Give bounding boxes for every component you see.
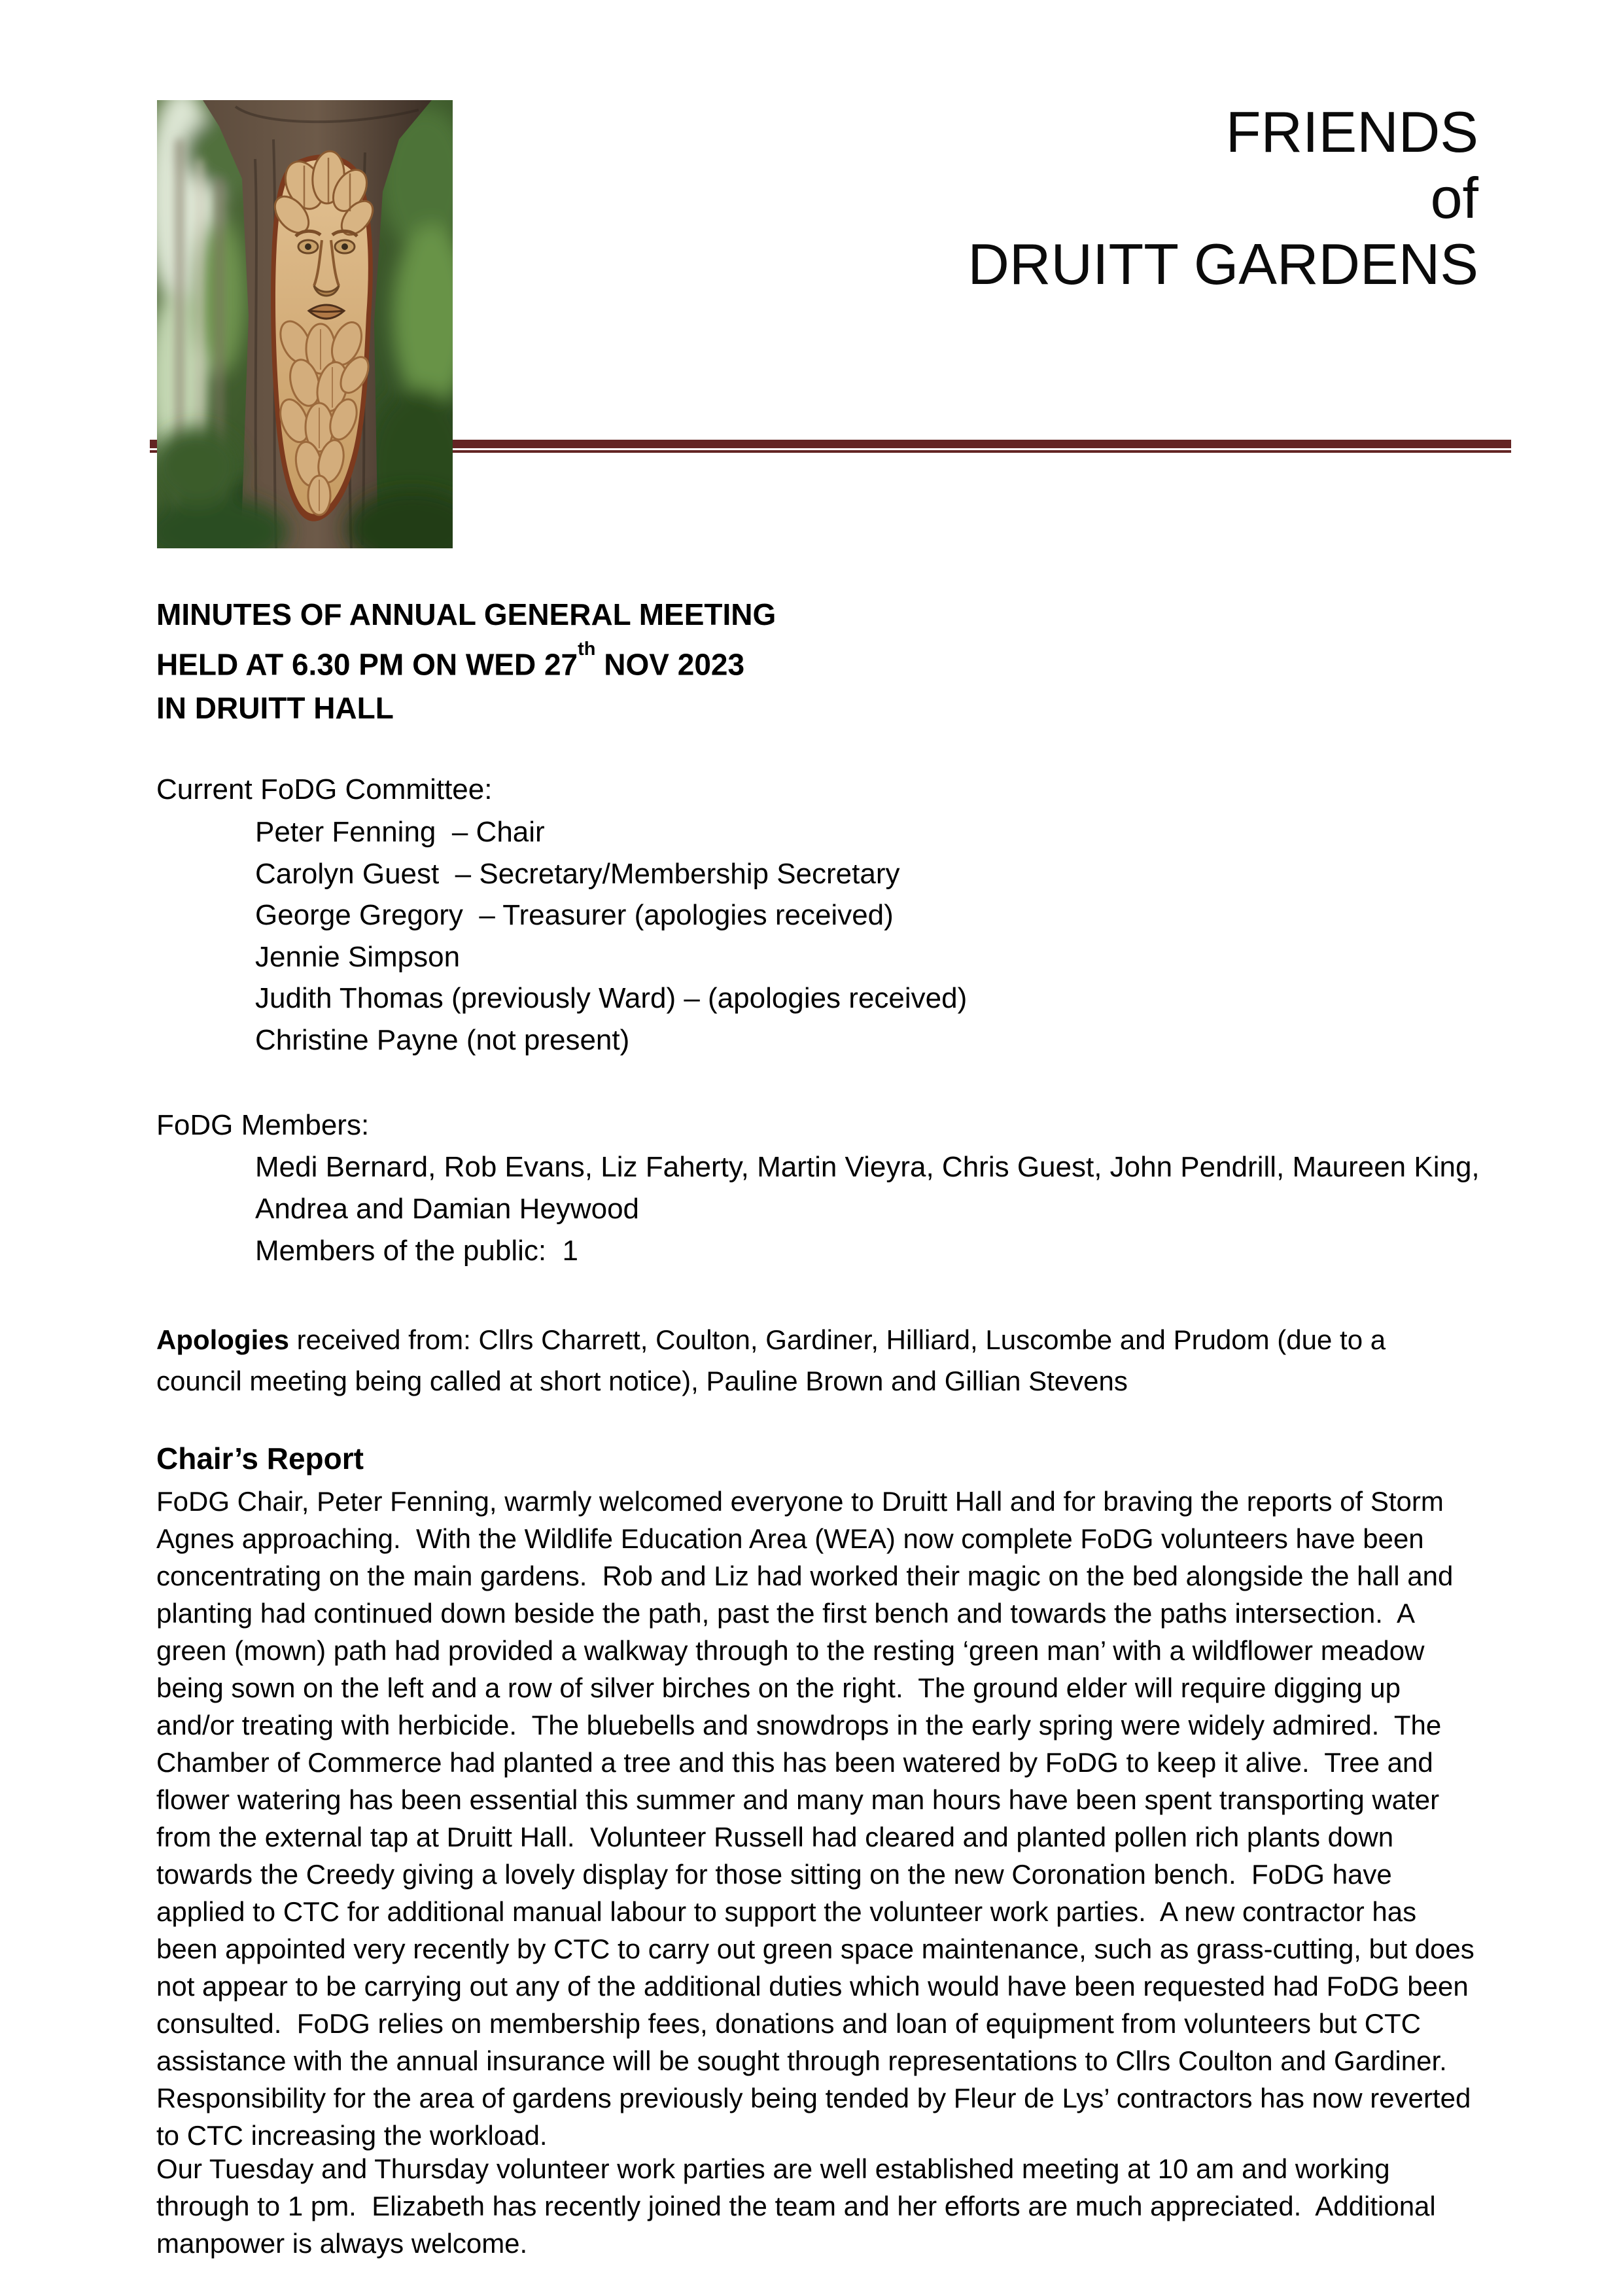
org-title-line-friends: FRIENDS (1225, 99, 1478, 164)
committee-member: Jennie Simpson (255, 940, 461, 973)
apologies-paragraph (156, 1319, 1478, 1402)
members-line: Andrea and Damian Heywood (255, 1193, 640, 1225)
meeting-heading-line1: MINUTES OF ANNUAL GENERAL MEETING (156, 597, 777, 631)
org-title (968, 99, 1478, 297)
committee-member: Carolyn Guest – Secretary/Membership Secretary (255, 857, 900, 890)
apologies-text: received from: Cllrs Charrett, Coulton, Gardiner, Hilliard, Luscombe and Prudom (due to a council meeting being called at short notice), Pauline Brown and Gillian Stevens (156, 1324, 1393, 1396)
members-line: Medi Bernard, Rob Evans, Liz Faherty, Martin Vieyra, Chris Guest, John Pendrill, Maureen King, (255, 1151, 1480, 1183)
committee-member: Judith Thomas (previously Ward) – (apologies received) (255, 982, 968, 1014)
committee-member: George Gregory – Treasurer (apologies received) (255, 899, 894, 931)
apologies-lead: Apologies (156, 1324, 290, 1355)
meeting-date-prefix: HELD AT 6.30 PM ON WED 27 (156, 647, 578, 682)
meeting-heading-line3: IN DRUITT HALL (156, 691, 394, 726)
meeting-date-suffix: NOV 2023 (595, 647, 745, 682)
green-man-photo (157, 100, 453, 548)
members-label: FoDG Members: (156, 1109, 370, 1141)
meeting-date-ordinal: th (578, 638, 596, 660)
chairs-report-paragraph-2: Our Tuesday and Thursday volunteer work parties are well established meeting at 10 am and working through to 1 pm. Elizabeth has recently joined the team and her efforts are much appreciated. Additional manpower is always welcome. (156, 2153, 1444, 2259)
committee-member: Peter Fenning – Chair (255, 816, 545, 848)
green-man-photo-svg (157, 100, 453, 548)
committee-list (255, 811, 967, 1061)
members-line: Members of the public: 1 (255, 1235, 579, 1267)
org-title-line-of: of (1430, 166, 1478, 230)
committee-member: Christine Payne (not present) (255, 1023, 630, 1056)
meeting-heading-line2 (156, 637, 776, 686)
meeting-heading (156, 593, 776, 730)
chairs-report-paragraph-1: FoDG Chair, Peter Fenning, warmly welcomed everyone to Druitt Hall and for braving the reports of Storm Agnes approaching. With the Wildlife Education Area (WEA) now complete FoDG volunteers have been concentrating on the main gardens. Rob and Liz had worked their magic on the bed alongside the hall and planting had continued down beside the path, past the first bench and towards the paths intersection. A green (mown) path had provided a walkway through to the resting ‘green man’ with a wildflower meadow being sown on the left and a row of silver birches on the right. The ground elder will require digging up and/or treating with herbicide. The bluebells and snowdrops in the early spring were widely admired. The Chamber of Commerce had planted a tree and this has been watered by FoDG to keep it alive. Tree and flower watering has been essential this summer and many man hours have been spent transporting water from the external tap at Druitt Hall. Volunteer Russell had cleared and planted pollen rich plants down towards the Creedy giving a lovely display for those sitting on the new Coronation bench. FoDG have applied to CTC for additional manual labour to support the volunteer work parties. A new contractor has been appointed very recently by CTC to carry out green space maintenance, such as grass-cutting, but does not appear to be carrying out any of the additional duties which would have been requested had FoDG been consulted. FoDG relies on membership fees, donations and loan of equipment from volunteers but CTC assistance with the annual insurance will be sought through representations to Cllrs Coulton and Gardiner. Responsibility for the area of gardens previously being tended by Fleur de Lys’ contractors has now reverted to CTC increasing the workload. (156, 1486, 1482, 2151)
committee-label: Current FoDG Committee: (156, 773, 493, 805)
chairs-report-heading: Chair’s Report (156, 1441, 364, 1475)
org-title-line-druitt-gardens: DRUITT GARDENS (968, 232, 1478, 296)
members-list (255, 1146, 1480, 1272)
